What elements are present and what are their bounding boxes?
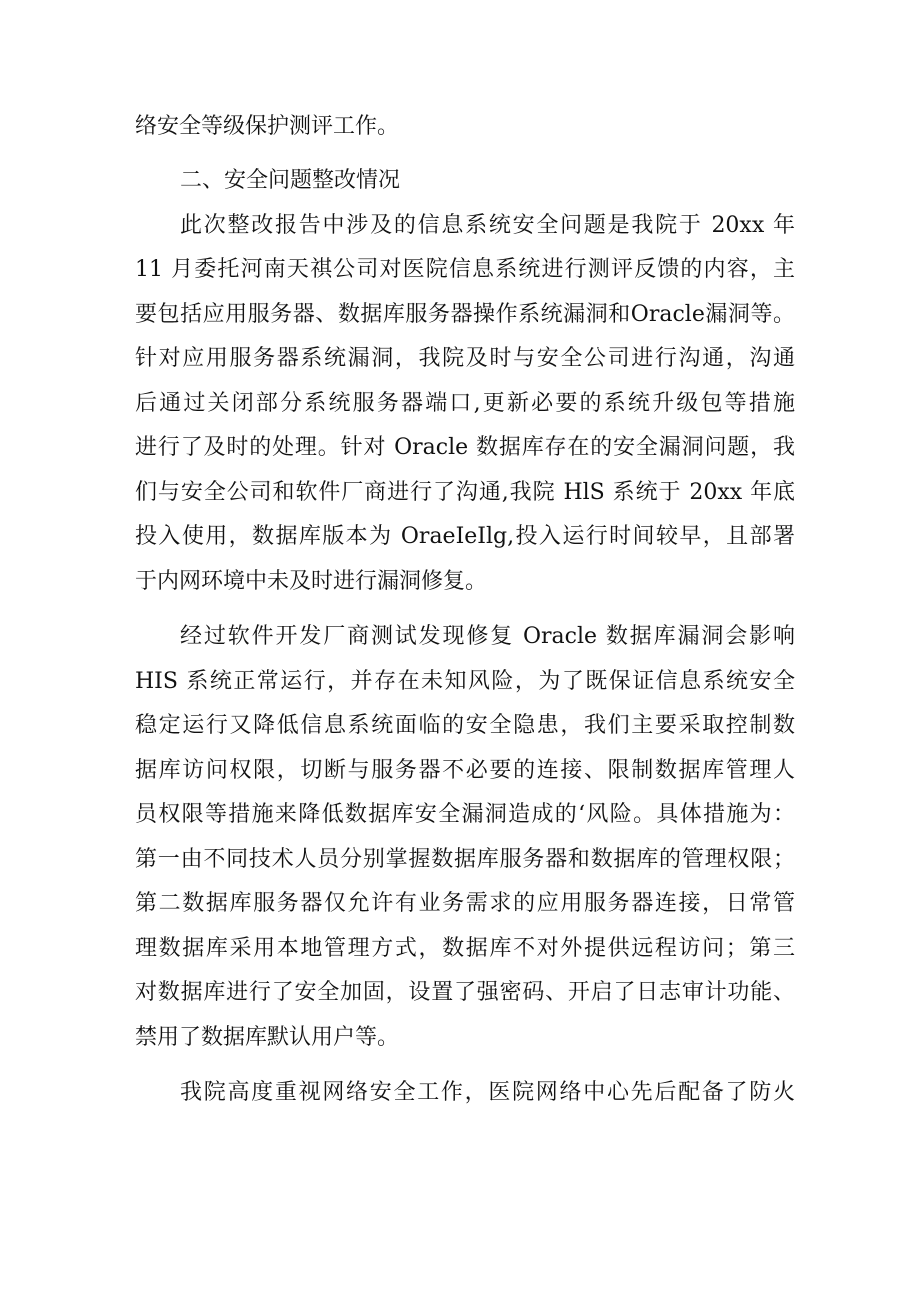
text-line: 第二数据库服务器仅允许有业务需求的应用服务器连接，日常管 <box>135 891 795 916</box>
text-line: 进行了及时的处理。针对 Oracle 数据库存在的安全漏洞问题，我 <box>135 435 795 460</box>
text-line: 经过软件开发厂商测试发现修复 Oracle 数据库漏洞会影响 <box>180 624 795 649</box>
text-line: 此次整改报告中涉及的信息系统安全问题是我院于 20xx 年 <box>180 213 795 238</box>
text-line: 后通过关闭部分系统服务器端口,更新必要的系统升级包等措施 <box>135 391 795 416</box>
text-line: 对数据库进行了安全加固，设置了强密码、开启了日志审计功能、 <box>135 980 795 1005</box>
text-line: 禁用了数据库默认用户等。 <box>135 1025 400 1050</box>
text-line: 员权限等措施来降低数据库安全漏洞造成的‘风险。具体措施为： <box>135 802 795 827</box>
text-line: 针对应用服务器系统漏洞，我院及时与安全公司进行沟通，沟通 <box>135 346 795 371</box>
text-line: HIS 系统正常运行，并存在未知风险，为了既保证信息系统安全 <box>135 669 795 694</box>
text-line: 据库访问权限，切断与服务器不必要的连接、限制数据库管理人 <box>135 758 795 783</box>
text-line: 络安全等级保护测评工作。 <box>135 114 400 139</box>
text-line: 我院高度重视网络安全工作，医院网络中心先后配备了防火 <box>180 1080 795 1105</box>
text-line: 投入使用，数据库版本为 OraeIeIlg,投入运行时间较早，且部署 <box>135 524 795 549</box>
text-line: 于内网环境中未及时进行漏洞修复。 <box>135 569 488 594</box>
text-line: 们与安全公司和软件厂商进行了沟通,我院 HlS 系统于 20xx 年底 <box>135 480 795 505</box>
section-heading: 二、安全问题整改情况 <box>180 168 401 193</box>
text-line: 稳定运行又降低信息系统面临的安全隐患，我们主要采取控制数 <box>135 713 795 738</box>
text-line: 理数据库采用本地管理方式，数据库不对外提供远程访问；第三 <box>135 936 795 961</box>
text-line: 要包括应用服务器、数据库服务器操作系统漏洞和Oracle漏洞等。 <box>135 302 795 327</box>
text-line: 11 月委托河南天祺公司对医院信息系统进行测评反馈的内容，主 <box>135 257 795 282</box>
text-line: 第一由不同技术人员分别掌握数据库服务器和数据库的管理权限； <box>135 847 795 872</box>
